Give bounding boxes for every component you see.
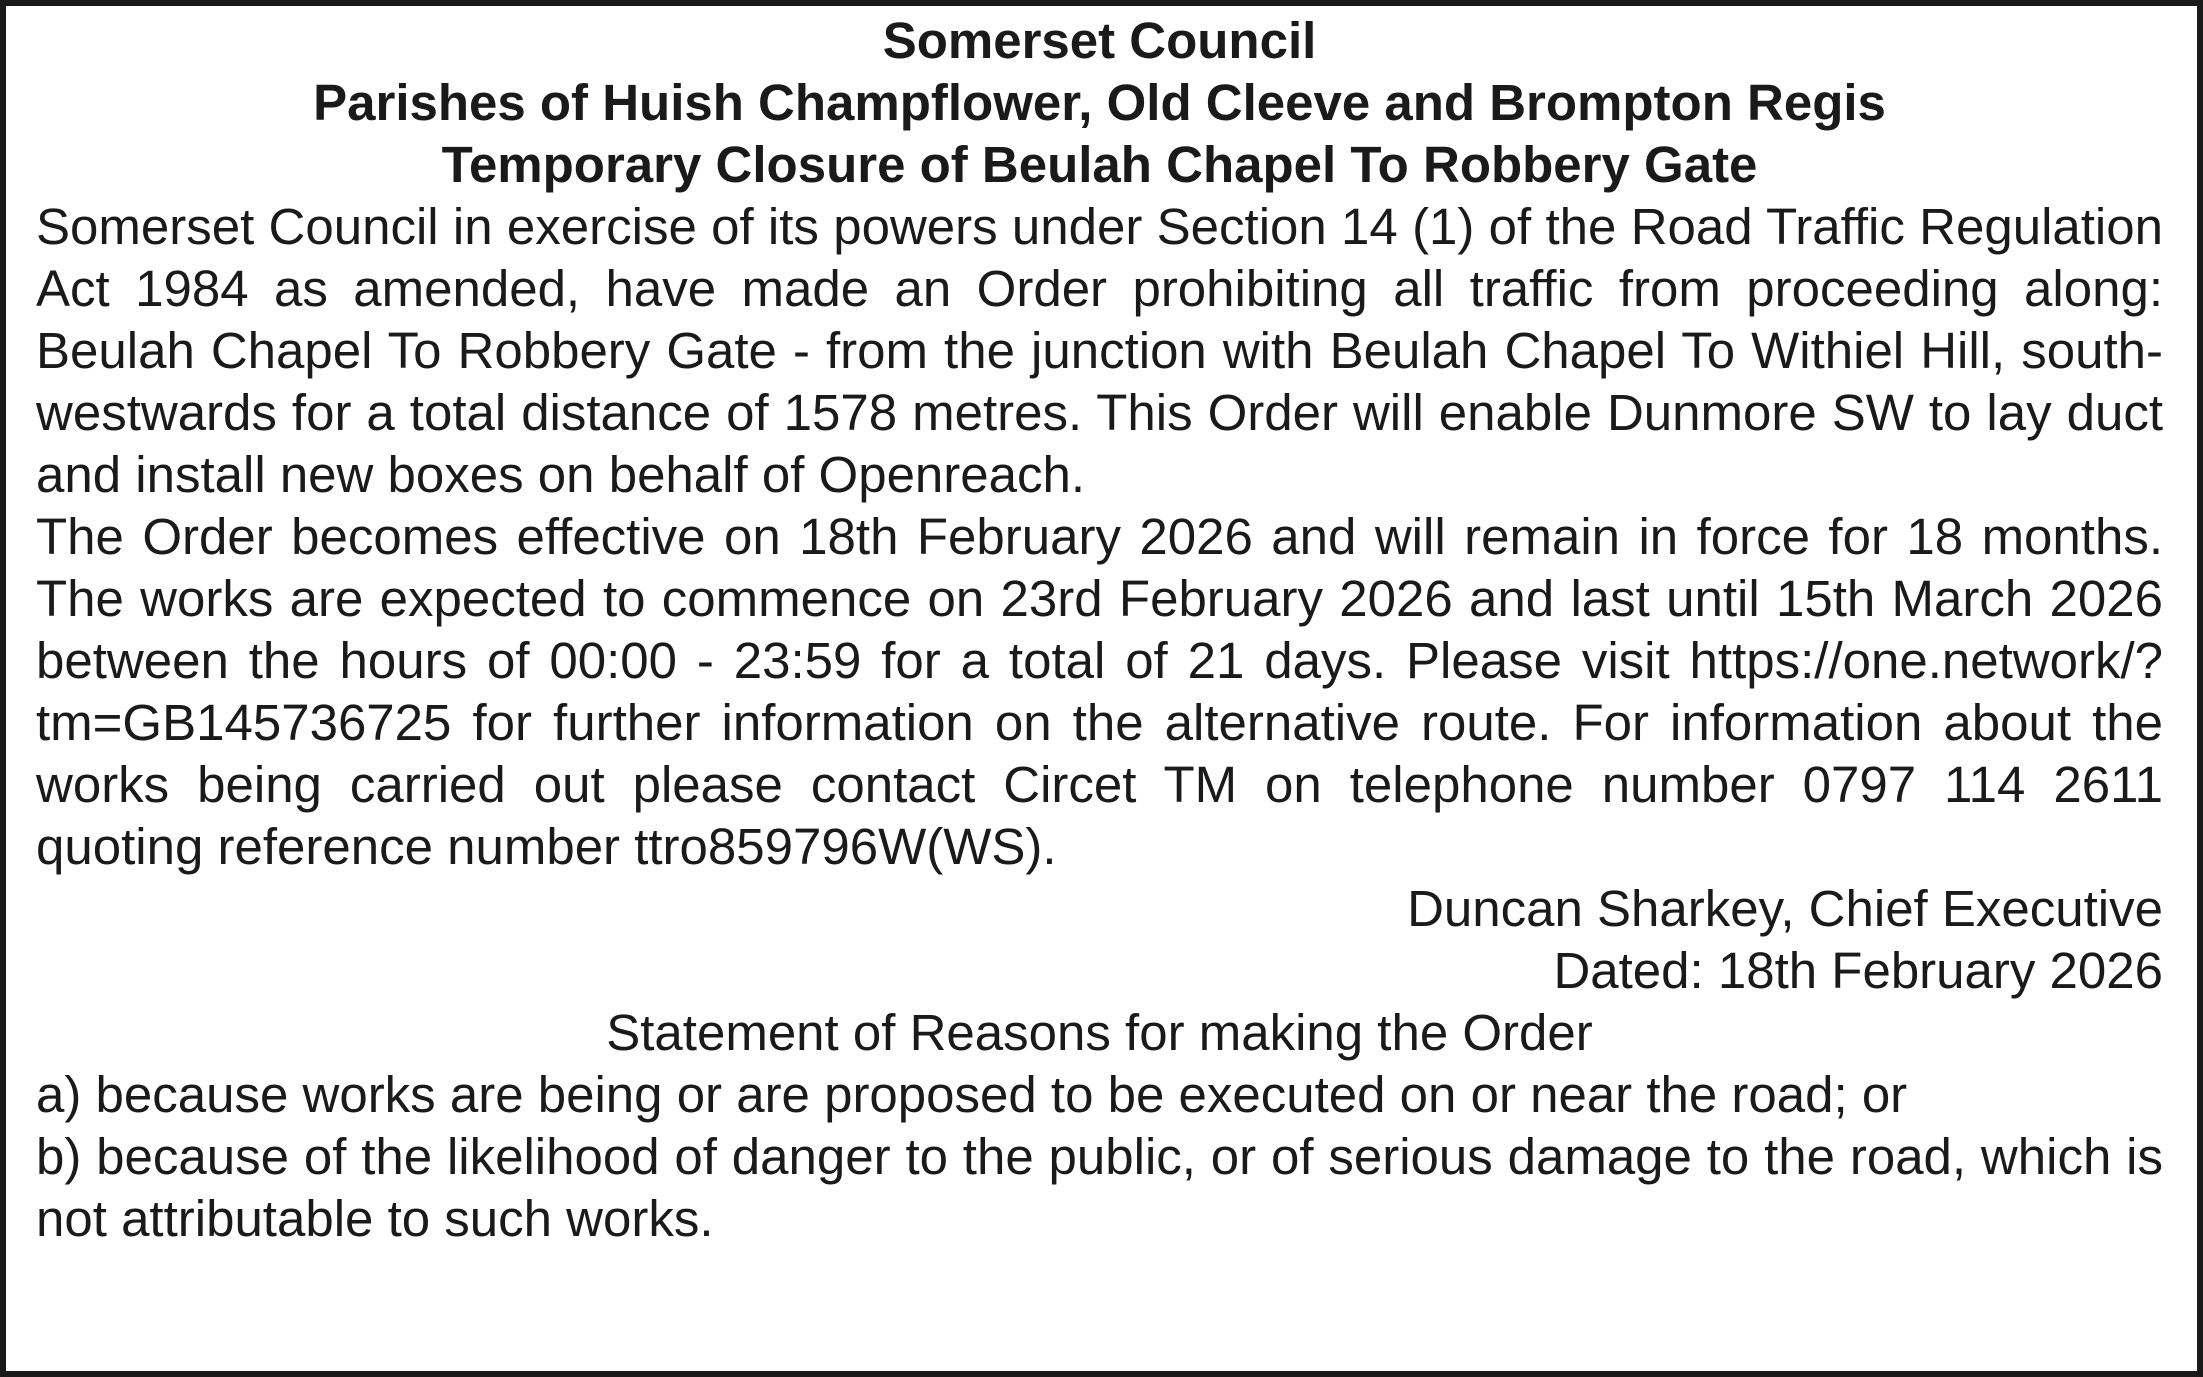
notice-order-paragraph: Somerset Council in exercise of its powers under Section 14 (1) of the Road Traffic Regulation Act 1984 as amended, have made an Order prohibiting all traffic from proceeding along: Beulah Chapel To Robbery Gate - from the junction with Beulah Chapel To Withiel Hill, south- westwards for a total distance of 1578 metres. This Order will enable Dunmore SW to lay duct and install new boxes on behalf of Openreach. bbox=[36, 198, 2163, 503]
notice-title-parishes: Parishes of Huish Champflower, Old Cleeve and Brompton Regis bbox=[313, 74, 1886, 131]
reason-item-a: a) because works are being or are proposed to be executed on or near the road; or bbox=[36, 1066, 1908, 1123]
reasons-heading: Statement of Reasons for making the Order bbox=[606, 1004, 1593, 1061]
reason-item-b: b) because of the likelihood of danger to the public, or of serious damage to the road, which is not attributable to such works. bbox=[36, 1128, 2163, 1247]
dated-line: Dated: 18th February 2026 bbox=[1553, 942, 2163, 999]
notice-title-council: Somerset Council bbox=[882, 12, 1317, 69]
notice-title-closure: Temporary Closure of Beulah Chapel To Robbery Gate bbox=[441, 136, 1758, 193]
notice-dates-paragraph: The Order becomes effective on 18th February 2026 and will remain in force for 18 months. The works are expected to commence on 23rd February 2026 and last until 15th March 2026 between the hours of 00:00 - 23:59 for a total of 21 days. Please visit https://one.network/?tm=GB145736725 for further information on the alternative route. For information about the works being carried out please contact Circet TM on telephone number 0797 114 2611 quoting reference number ttro859796W(WS). bbox=[36, 508, 2163, 875]
signatory: Duncan Sharkey, Chief Executive bbox=[1407, 880, 2163, 937]
